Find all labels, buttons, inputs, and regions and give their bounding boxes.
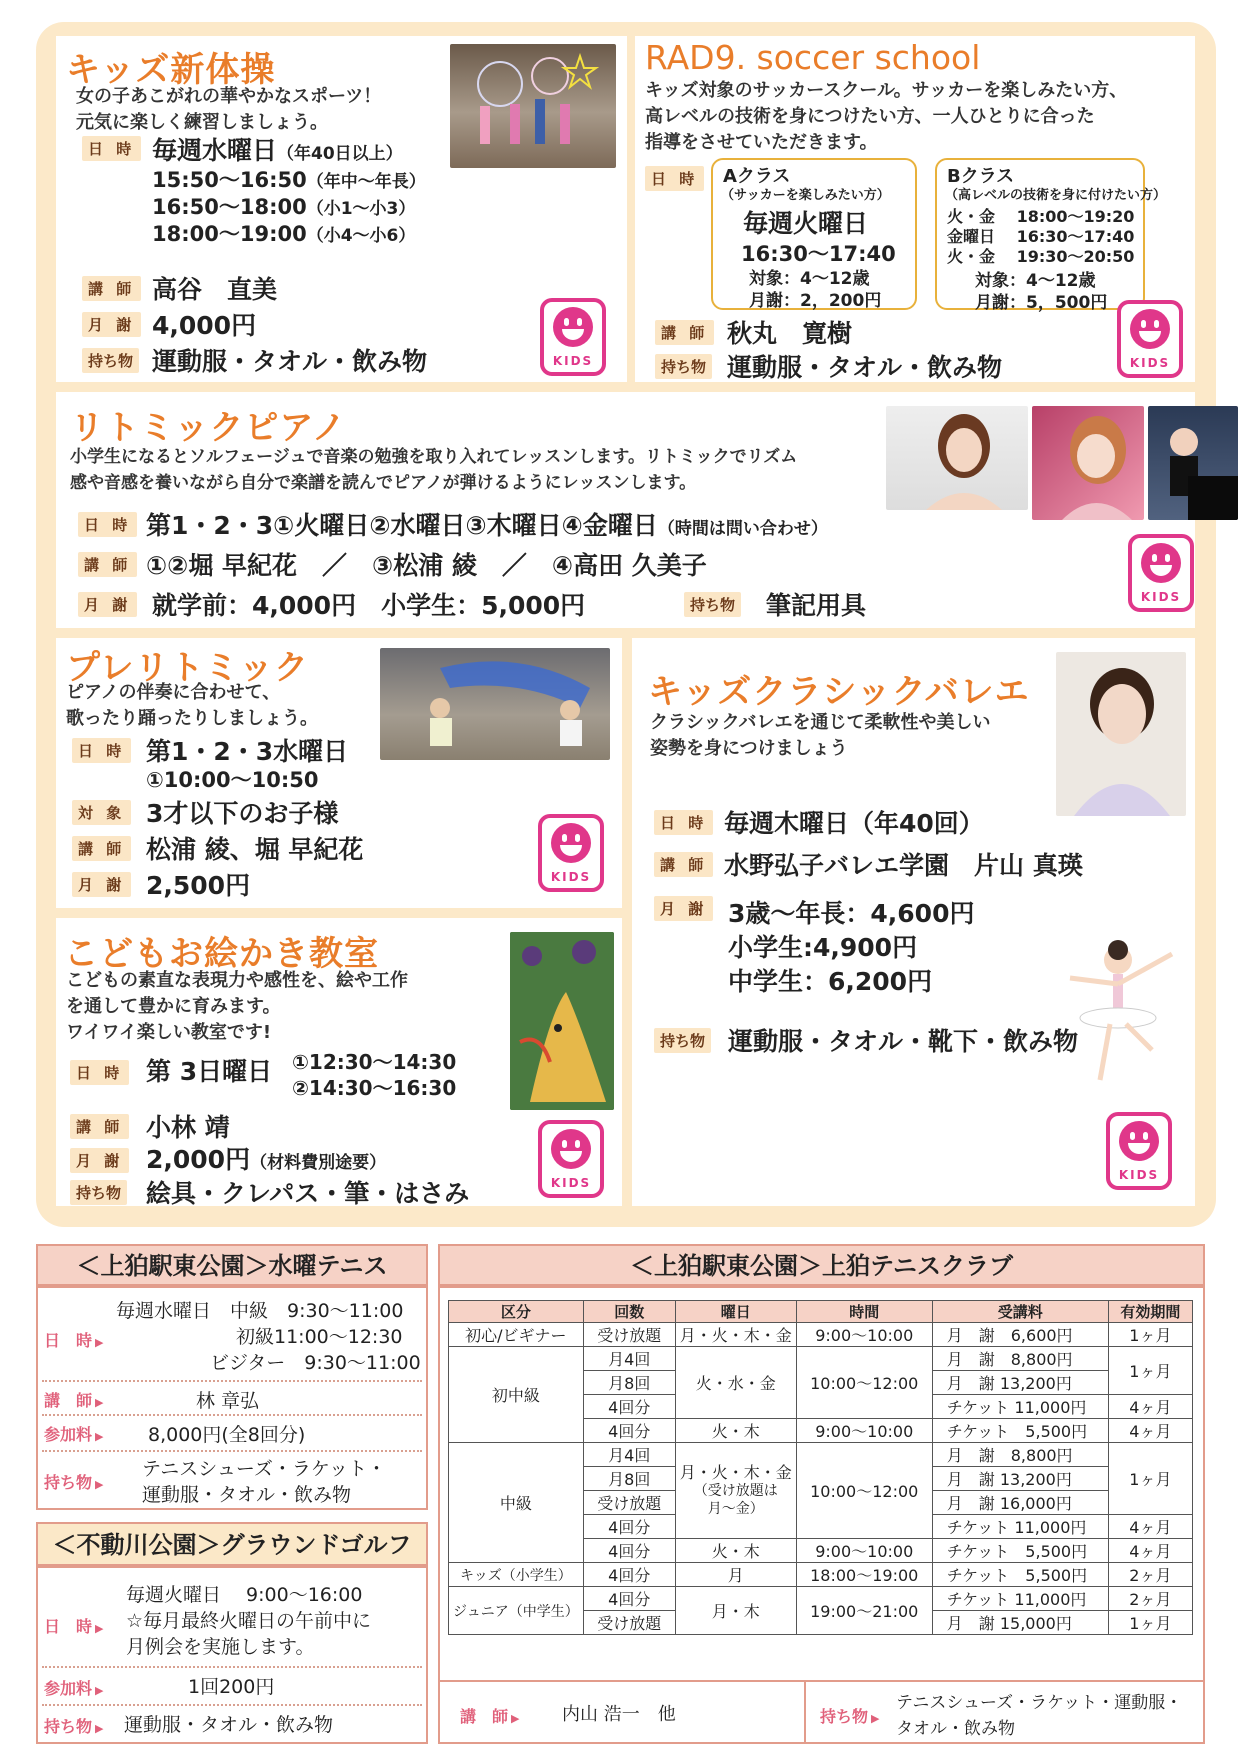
soccer-class-a: Aクラス （サッカーを楽しみたい方） 毎週火曜日 16:30～17:40 対象：4～12歳 月謝：2，200円	[711, 158, 917, 310]
smiley-icon	[551, 1129, 591, 1169]
ballet-items-tag: 持ち物	[654, 1028, 711, 1053]
ground-golf-fee-label: 参加料 ▶	[44, 1676, 103, 1699]
piano-date: 第1・2・3①火曜日②水曜日③木曜日④金曜日（時間は問い合わせ）	[146, 511, 828, 540]
wed-tennis-schedule-2: 初級11:00～12:30	[236, 1326, 403, 1348]
teacher-photo-3	[1148, 406, 1238, 520]
ground-golf-fee: 1回200円	[188, 1676, 275, 1698]
ground-golf-schedule-3: 月例会を実施します。	[126, 1636, 315, 1658]
piano-panel	[56, 392, 1195, 628]
col-fee: 受講料	[932, 1301, 1108, 1323]
ground-golf-date-label: 日 時 ▶	[44, 1614, 103, 1637]
ballet-items: 運動服・タオル・靴下・飲み物	[728, 1027, 1079, 1056]
ballet-teacher: 水野弘子バレエ学園 片山 真瑛	[724, 851, 1083, 880]
pre-rhythmic-title: プレリトミック	[66, 648, 309, 688]
kids-gym-time-2: 16:50～18:00（小1～小3）	[152, 195, 416, 219]
wed-tennis-schedule-1: 毎週水曜日 中級 9:30～11:00	[116, 1300, 404, 1322]
ground-golf-schedule-1: 毎週火曜日 9:00～16:00	[126, 1584, 363, 1606]
col-days: 曜日	[675, 1301, 796, 1323]
piano-fee: 就学前：4,000円 小学生：5,000円	[152, 591, 586, 620]
wed-tennis-teacher-label: 講 師 ▶	[44, 1388, 103, 1411]
ballet-fee-2: 小学生:4,900円	[728, 933, 918, 962]
drawing-date-tag: 日 時	[70, 1060, 129, 1085]
child-drawing-image	[510, 932, 614, 1110]
kids-badge: KIDS	[538, 814, 604, 892]
table-row: 初心/ビギナー 受け放題 月・火・木・金 9:00～10:00 月 謝 6,600円 1ヶ月	[449, 1323, 1193, 1347]
soccer-class-b: Bクラス （高レベルの技術を身に付けたい方） 火・金 18:00～19:20 金曜日 16:30～17:40 火・金 19:30～20:50 対象：4～12歳 月謝：5，500円	[935, 158, 1145, 310]
drawing-fee: 2,000円（材料費別途要）	[146, 1145, 387, 1174]
col-count: 回数	[583, 1301, 675, 1323]
pre-rhythmic-target-tag: 対 象	[72, 800, 131, 825]
kids-gym-items: 運動服・タオル・飲み物	[152, 347, 428, 376]
drawing-fee-tag: 月 謝	[70, 1148, 129, 1173]
kids-gym-time-3: 18:00～19:00（小4～小6）	[152, 222, 416, 246]
col-time: 時間	[796, 1301, 932, 1323]
kids-gym-items-tag: 持ち物	[82, 348, 139, 373]
kids-badge: KIDS	[1128, 534, 1194, 612]
soccer-items: 運動服・タオル・飲み物	[727, 353, 1003, 382]
kids-gym-teacher-tag: 講 師	[82, 276, 141, 301]
drawing-date: 第 3日曜日	[146, 1057, 273, 1086]
kids-gym-title: キッズ新体操	[66, 50, 276, 90]
ballet-fee-tag: 月 謝	[654, 896, 713, 921]
drawing-panel	[56, 918, 622, 1206]
pre-rhythmic-fee-tag: 月 謝	[72, 872, 131, 897]
tennis-club-items-1: テニスシューズ・ラケット・運動服・	[896, 1693, 1183, 1713]
piano-desc: 小学生になるとソルフェージュで音楽の勉強を取り入れてレッスンします。リトミックでリズム 感や音感を養いながら自分で楽譜を読んでピアノが弾けるようにレッスンします。	[70, 447, 798, 493]
kids-badge: KIDS	[1117, 300, 1183, 378]
wed-tennis-items-2: 運動服・タオル・飲み物	[142, 1484, 352, 1506]
smiley-icon	[1119, 1121, 1159, 1161]
table-row: 月8回 月 謝 13,200円	[449, 1467, 1193, 1491]
tennis-club-footer	[440, 1680, 1203, 1742]
drawing-items-tag: 持ち物	[70, 1180, 127, 1205]
tennis-club-header: ＜上狛駅東公園＞上狛テニスクラブ	[438, 1244, 1205, 1286]
pre-rhythmic-fee: 2,500円	[146, 871, 251, 900]
soccer-panel	[635, 36, 1195, 382]
wed-tennis-box	[36, 1286, 428, 1510]
table-row: キッズ（小学生） 4回分 月 18:00～19:00 チケット 5,500円 2ヶ月	[449, 1563, 1193, 1587]
pre-rhythmic-time: ①10:00～10:50	[146, 768, 319, 792]
ballet-panel	[632, 638, 1195, 1206]
piano-teacher: ①②堀 早紀花 ／ ③松浦 綾 ／ ④高田 久美子	[146, 551, 707, 580]
piano-date-tag: 日 時	[78, 512, 137, 537]
table-row: 4回分 チケット 11,000円 4ヶ月	[449, 1395, 1193, 1419]
wed-tennis-teacher: 林 章弘	[196, 1390, 260, 1412]
soccer-teacher-tag: 講 師	[655, 320, 714, 345]
ballet-date-tag: 日 時	[654, 810, 713, 835]
tennis-club-teacher: 内山 浩一 他	[562, 1704, 676, 1725]
table-row: 初中級 月4回 火・水・金 10:00～12:00 月 謝 8,800円 1ヶ月	[449, 1347, 1193, 1371]
wed-tennis-schedule-3: ビジター 9:30～11:00	[210, 1352, 421, 1374]
drawing-teacher-tag: 講 師	[70, 1114, 129, 1139]
soccer-teacher: 秋丸 寛樹	[727, 319, 853, 348]
tennis-club-teacher-label: 講 師 ▶	[460, 1704, 519, 1727]
soccer-date-tag: 日 時	[645, 166, 704, 191]
smiley-icon	[551, 823, 591, 863]
ground-golf-items-label: 持ち物 ▶	[44, 1714, 103, 1737]
wed-tennis-date-label: 日 時 ▶	[44, 1328, 103, 1351]
drawing-desc: こどもの素直な表現力や感性を、絵や工作 を通して豊かに育みます。 ワイワイ楽しい教室です!	[66, 970, 408, 1043]
piano-teacher-tag: 講 師	[78, 552, 137, 577]
kids-gym-date-tag: 日 時	[82, 136, 141, 161]
pre-rhythmic-desc: ピアノの伴奏に合わせて、 歌ったり踊ったりしましょう。	[66, 682, 318, 729]
ballerina-illustration	[1060, 934, 1180, 1084]
piano-fee-tag: 月 謝	[78, 592, 137, 617]
table-row: 4回分 チケット 11,000円 4ヶ月	[449, 1515, 1193, 1539]
table-row: 受け放題 月 謝 16,000円	[449, 1491, 1193, 1515]
tennis-club-items-2: タオル・飲み物	[896, 1719, 1015, 1739]
piano-title: リトミックピアノ	[70, 408, 347, 448]
kids-gym-fee: 4,000円	[152, 311, 257, 340]
smiley-icon	[553, 307, 593, 347]
ballet-teacher-tag: 講 師	[654, 852, 713, 877]
teacher-photo-2	[1032, 406, 1144, 520]
table-row: 月8回 月 謝 13,200円	[449, 1371, 1193, 1395]
pre-rhythmic-photo	[380, 648, 610, 760]
kids-badge: KIDS	[1106, 1112, 1172, 1190]
col-category: 区分	[449, 1301, 584, 1323]
tennis-club-items-label: 持ち物 ▶	[820, 1704, 879, 1727]
ground-golf-items: 運動服・タオル・飲み物	[124, 1714, 334, 1736]
smiley-icon	[1141, 543, 1181, 583]
table-row: 4回分 火・木 9:00～10:00 チケット 5,500円 4ヶ月	[449, 1539, 1193, 1563]
drawing-teacher: 小林 靖	[146, 1113, 230, 1142]
table-row: 4回分 火・木 9:00～10:00 チケット 5,500円 4ヶ月	[449, 1419, 1193, 1443]
drawing-time-1: ①12:30～14:30	[292, 1050, 457, 1074]
col-term: 有効期間	[1108, 1301, 1192, 1323]
ballet-fee-1: 3歳～年長：4,600円	[728, 899, 975, 928]
wed-tennis-fee: 8,000円(全8回分)	[148, 1424, 306, 1446]
ground-golf-schedule-2: ☆毎月最終火曜日の午前中に	[126, 1610, 372, 1632]
pre-rhythmic-date-tag: 日 時	[72, 738, 131, 763]
ballet-desc: クラシックバレエを通じて柔軟性や美しい 姿勢を身につけましょう	[650, 712, 991, 759]
ballet-title: キッズクラシックバレエ	[648, 672, 1030, 712]
table-row: 受け放題 月 謝 15,000円 1ヶ月	[449, 1611, 1193, 1635]
teacher-photo-1	[886, 406, 1028, 510]
kids-gym-date: 毎週水曜日（年40日以上）	[152, 136, 403, 165]
kids-gym-photo	[450, 44, 616, 168]
piano-items: 筆記用具	[766, 591, 867, 620]
tennis-club-table	[448, 1300, 1193, 1635]
drawing-title: こどもお絵かき教室	[64, 934, 379, 974]
kids-gym-teacher: 高谷 直美	[152, 275, 278, 304]
wed-tennis-items-1: テニスシューズ・ラケット・	[142, 1458, 386, 1480]
soccer-desc: キッズ対象のサッカースクール。サッカーを楽しみたい方、 高レベルの技術を身につけたい方、一人ひとりに合った 指導をさせていただきます。	[645, 80, 1128, 153]
kids-gym-time-1: 15:50～16:50（年中～年長）	[152, 168, 426, 192]
ballet-fee-3: 中学生：6,200円	[728, 967, 933, 996]
drawing-items: 絵具・クレパス・筆・はさみ	[146, 1179, 470, 1208]
kids-gym-panel	[56, 36, 627, 382]
table-row: ジュニア（中学生） 4回分 月・木 19:00～21:00 チケット 11,000円 2ヶ月	[449, 1587, 1193, 1611]
smiley-icon	[1130, 309, 1170, 349]
ground-golf-box	[36, 1566, 428, 1744]
kids-gym-fee-tag: 月 謝	[82, 312, 141, 337]
wed-tennis-items-label: 持ち物 ▶	[44, 1470, 103, 1493]
pre-rhythmic-teacher-tag: 講 師	[72, 836, 131, 861]
kids-gym-desc: 女の子あこがれの華やかなスポーツ！ 元気に楽しく練習しましょう。	[76, 86, 382, 133]
ballet-date: 毎週木曜日（年40回）	[724, 809, 984, 838]
wed-tennis-fee-label: 参加料 ▶	[44, 1422, 103, 1445]
drawing-time-2: ②14:30～16:30	[292, 1076, 457, 1100]
soccer-items-tag: 持ち物	[655, 354, 712, 379]
piano-items-tag: 持ち物	[684, 592, 741, 617]
ground-golf-header: ＜不動川公園＞グラウンドゴルフ	[36, 1522, 428, 1566]
kids-badge: KIDS	[538, 1120, 604, 1198]
table-row: 中級 月4回 月・火・木・金 （受け放題は 月～金） 10:00～12:00 月 謝 8,800円 1ヶ月	[449, 1443, 1193, 1467]
pre-rhythmic-teacher: 松浦 綾、堀 早紀花	[146, 835, 364, 864]
kids-badge: KIDS	[540, 298, 606, 376]
wed-tennis-header: ＜上狛駅東公園＞水曜テニス	[36, 1244, 428, 1286]
pre-rhythmic-date: 第1・2・3水曜日	[146, 737, 349, 766]
pre-rhythmic-panel	[56, 638, 622, 908]
soccer-title: RAD9. soccer school	[645, 38, 981, 77]
ballet-teacher-photo	[1056, 652, 1186, 816]
pre-rhythmic-target: 3才以下のお子様	[146, 799, 339, 828]
